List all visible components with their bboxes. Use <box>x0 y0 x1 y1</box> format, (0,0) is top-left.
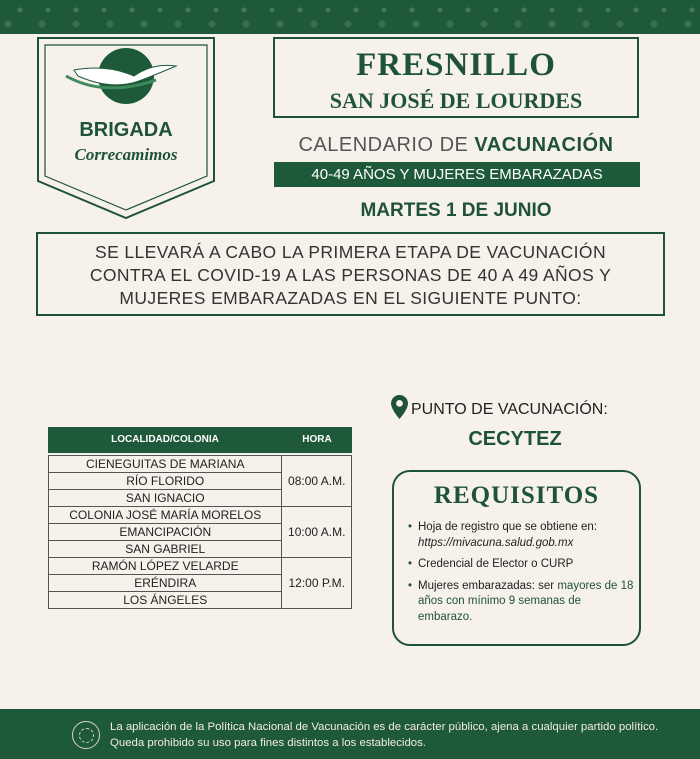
table-cell-locality: CIENEGUITAS DE MARIANA <box>49 456 281 473</box>
table-row-group <box>49 558 351 608</box>
footer-disclaimer: La aplicación de la Política Nacional de Vacunación es de carácter público, ajena a cualquier partido político. Queda prohibido su uso para fines distintos a los establecidos. <box>110 721 659 749</box>
vaccination-point-name: CECYTEZ <box>468 428 562 450</box>
event-date: MARTES 1 DE JUNIO <box>360 200 552 221</box>
list-item <box>408 579 634 626</box>
notice-line: CONTRA EL COVID-19 A LAS PERSONAS DE 40 A 49 AÑOS Y <box>89 265 612 285</box>
table-cell-hour: 12:00 P.M. <box>288 576 345 590</box>
requirement-highlight: mayores de 18 años con mínimo 9 semanas de embarazo. <box>418 579 634 623</box>
vaccination-point-label: PUNTO DE VACUNACIÓN: <box>411 401 608 418</box>
registration-link[interactable]: https://mivacuna.salud.gob.mx <box>418 536 574 549</box>
top-decorative-band <box>0 0 700 34</box>
requirements-list <box>408 520 634 631</box>
table-cell-locality: SAN GABRIEL <box>125 542 206 556</box>
table-cell-hour: 08:00 A.M. <box>288 474 346 488</box>
brigada-badge <box>36 36 216 220</box>
locality-title: SAN JOSÉ DE LOURDES <box>329 88 583 113</box>
table-cell-locality: RÍO FLORIDO <box>49 473 281 490</box>
footer <box>0 709 700 759</box>
table-cell-hour: 10:00 A.M. <box>288 525 346 539</box>
national-seal-icon <box>72 721 100 749</box>
notice-box <box>36 232 665 316</box>
calendar-bold: VACUNACIÓN <box>474 134 614 156</box>
table-row-group <box>49 456 351 507</box>
notice-line: MUJERES EMBARAZADAS EN EL SIGUIENTE PUNTO: <box>119 288 582 308</box>
requirements-box <box>392 470 641 646</box>
badge-subtitle: Correcamimos <box>74 145 178 164</box>
table-cell-locality: LOS ÁNGELES <box>123 593 208 607</box>
list-item <box>408 520 634 551</box>
table-cell-locality: EMANCIPACIÓN <box>49 524 281 541</box>
schedule-table <box>48 427 352 609</box>
location-pin-icon <box>391 395 408 419</box>
table-row-group <box>49 507 351 558</box>
table-header <box>48 427 352 453</box>
calendar-prefix: CALENDARIO DE <box>298 134 475 156</box>
requirement-text: Mujeres embarazadas: ser <box>418 579 558 592</box>
requirement-text: Hoja de registro que se obtiene en: <box>418 521 598 533</box>
table-body <box>48 455 352 609</box>
table-cell-locality: SAN IGNACIO <box>125 491 205 505</box>
notice-line: SE LLEVARÁ A CABO LA PRIMERA ETAPA DE VACUNACIÓN <box>95 242 606 262</box>
column-header-locality: LOCALIDAD/COLONIA <box>111 434 219 445</box>
requirement-text: Credencial de Elector o CURP <box>418 558 574 570</box>
calendar-heading <box>270 134 642 157</box>
title-box <box>273 37 639 118</box>
list-item <box>408 557 634 573</box>
badge-title: BRIGADA <box>79 119 173 141</box>
column-header-hour: HORA <box>302 434 332 445</box>
city-title: FRESNILLO <box>356 47 556 83</box>
table-cell-locality: COLONIA JOSÉ MARÍA MORELOS <box>49 507 281 524</box>
age-group-bar: 40-49 AÑOS Y MUJERES EMBARAZADAS <box>274 162 640 187</box>
requirements-title: REQUISITOS <box>433 482 600 509</box>
table-cell-locality: RAMÓN LÓPEZ VELARDE <box>49 558 281 575</box>
table-cell-locality: ERÉNDIRA <box>49 575 281 592</box>
